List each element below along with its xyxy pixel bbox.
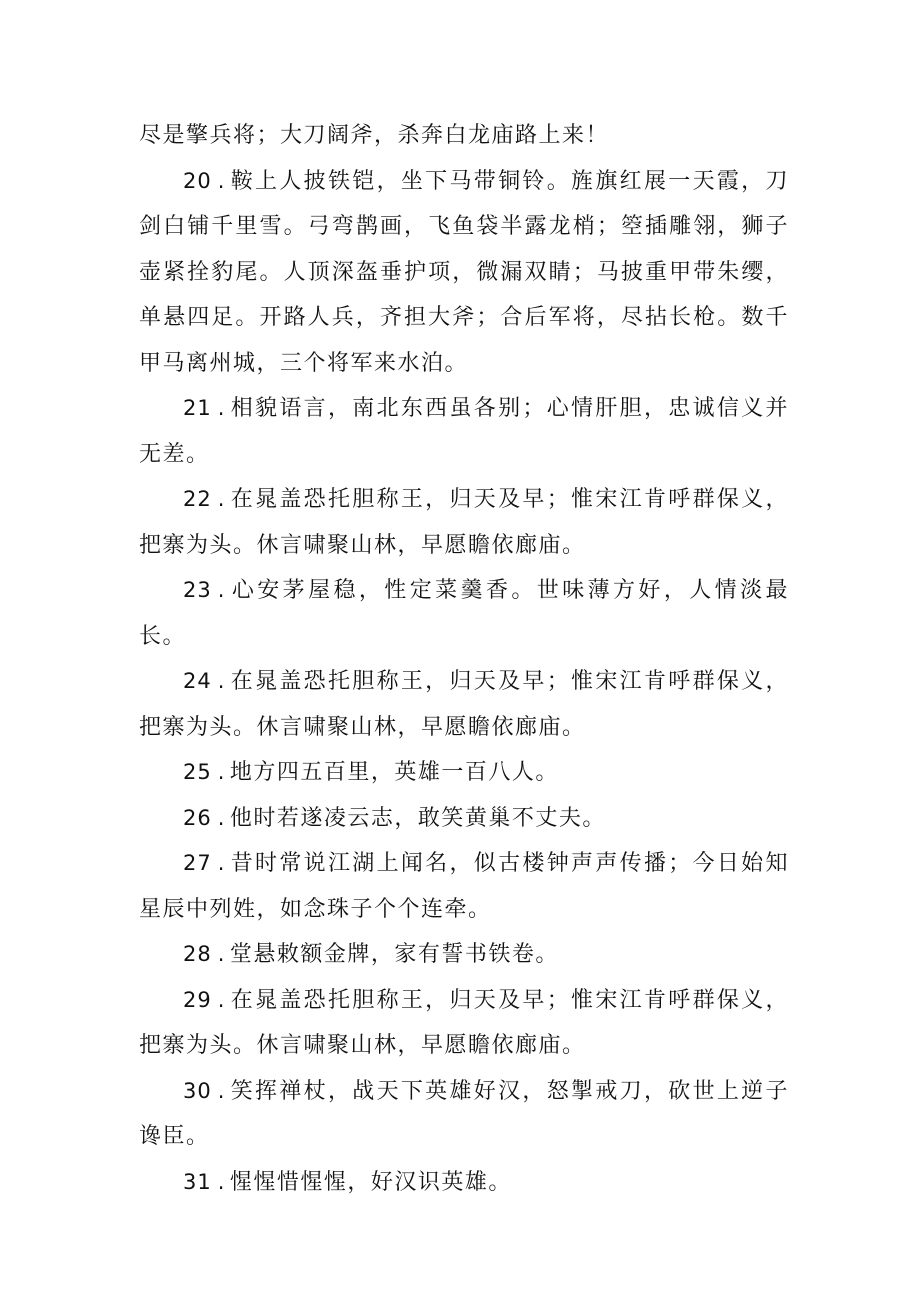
paragraph-number: 20: [183, 168, 212, 193]
paragraph-continuation: [139, 113, 789, 159]
paragraph-text: 在晁盖恐托胆称王，归天及早；惟宋江肯呼群保义，把寨为头。休言啸聚山林，早愿瞻依廊庙。: [139, 487, 789, 558]
paragraph-text: 惺惺惜惺惺，好汉识英雄。: [229, 1169, 512, 1195]
number-separator: .: [217, 942, 226, 966]
paragraph-25: [139, 750, 789, 796]
paragraph-text: 相貌语言，南北东西虽各别；心情肝胆，忠诚信义并无差。: [139, 396, 789, 467]
number-separator: .: [217, 168, 226, 193]
paragraph-text: 在晁盖恐托胆称王，归天及早；惟宋江肯呼群保义，把寨为头。休言啸聚山林，早愿瞻依廊庙。: [139, 669, 789, 740]
paragraph-24: [139, 659, 789, 750]
paragraph-number: 29: [183, 987, 212, 1012]
number-separator: .: [217, 760, 226, 784]
paragraph-20: [139, 159, 789, 387]
document-body: [139, 113, 789, 1205]
number-separator: .: [217, 578, 226, 602]
paragraph-number: 31: [183, 1169, 212, 1194]
paragraph-number: 24: [183, 669, 212, 693]
paragraph-text: 笑挥禅杖，战天下英雄好汉，怒掣戒刀，砍世上逆子谗臣。: [139, 1078, 789, 1149]
paragraph-text: 心安茅屋稳，性定菜羹香。世味薄方好，人情淡最长。: [139, 578, 789, 649]
paragraph-text: 他时若遂凌云志，敢笑黄巢不丈夫。: [229, 805, 606, 831]
paragraph-27: [139, 841, 789, 932]
number-separator: .: [217, 1078, 226, 1103]
paragraph-text: 鞍上人披铁铠，坐下马带铜铃。旌旗红展一天霞，刀剑白铺千里雪。弓弯鹊画，飞鱼袋半露龙梢；箜插雕翎，狮子壶紧拴豹尾。人顶深盔垂护项，微漏双睛；马披重甲带朱缨，单悬四足。开路人兵，齐担大斧；合后军将，尽拈长枪。数千甲马离州城，三个将军来水泊。: [139, 168, 789, 376]
paragraph-number: 27: [183, 851, 212, 875]
paragraph-28: [139, 932, 789, 978]
number-separator: .: [217, 987, 226, 1012]
paragraph-number: 21: [183, 396, 212, 420]
paragraph-21: [139, 386, 789, 477]
paragraph-text: 昔时常说江湖上闻名，似古楼钟声声传播；今日始知星辰中列姓，如念珠子个个连牵。: [139, 851, 789, 922]
paragraph-number: 28: [183, 942, 212, 966]
paragraph-number: 23: [183, 578, 212, 602]
number-separator: .: [217, 669, 226, 693]
paragraph-22: [139, 477, 789, 568]
paragraph-31: [139, 1160, 789, 1206]
paragraph-number: 25: [183, 760, 212, 784]
paragraph-number: 26: [183, 805, 212, 830]
paragraph-number: 22: [183, 487, 212, 511]
paragraph-text: 在晁盖恐托胆称王，归天及早；惟宋江肯呼群保义，把寨为头。休言啸聚山林，早愿瞻依廊庙。: [139, 987, 789, 1058]
paragraph-text: 堂悬敕额金牌，家有誓书铁卷。: [229, 942, 559, 967]
paragraph-text: 地方四五百里，英雄一百八人。: [229, 760, 559, 785]
number-separator: .: [217, 851, 226, 875]
paragraph-26: [139, 796, 789, 842]
paragraph-29: [139, 978, 789, 1069]
number-separator: .: [217, 396, 226, 420]
paragraph-text: 尽是擎兵将；大刀阔斧，杀奔白龙庙路上来！: [139, 123, 610, 148]
paragraph-30: [139, 1069, 789, 1160]
number-separator: .: [217, 805, 226, 830]
number-separator: .: [217, 487, 226, 511]
paragraph-23: [139, 568, 789, 659]
number-separator: .: [217, 1169, 226, 1194]
paragraph-number: 30: [183, 1078, 212, 1103]
